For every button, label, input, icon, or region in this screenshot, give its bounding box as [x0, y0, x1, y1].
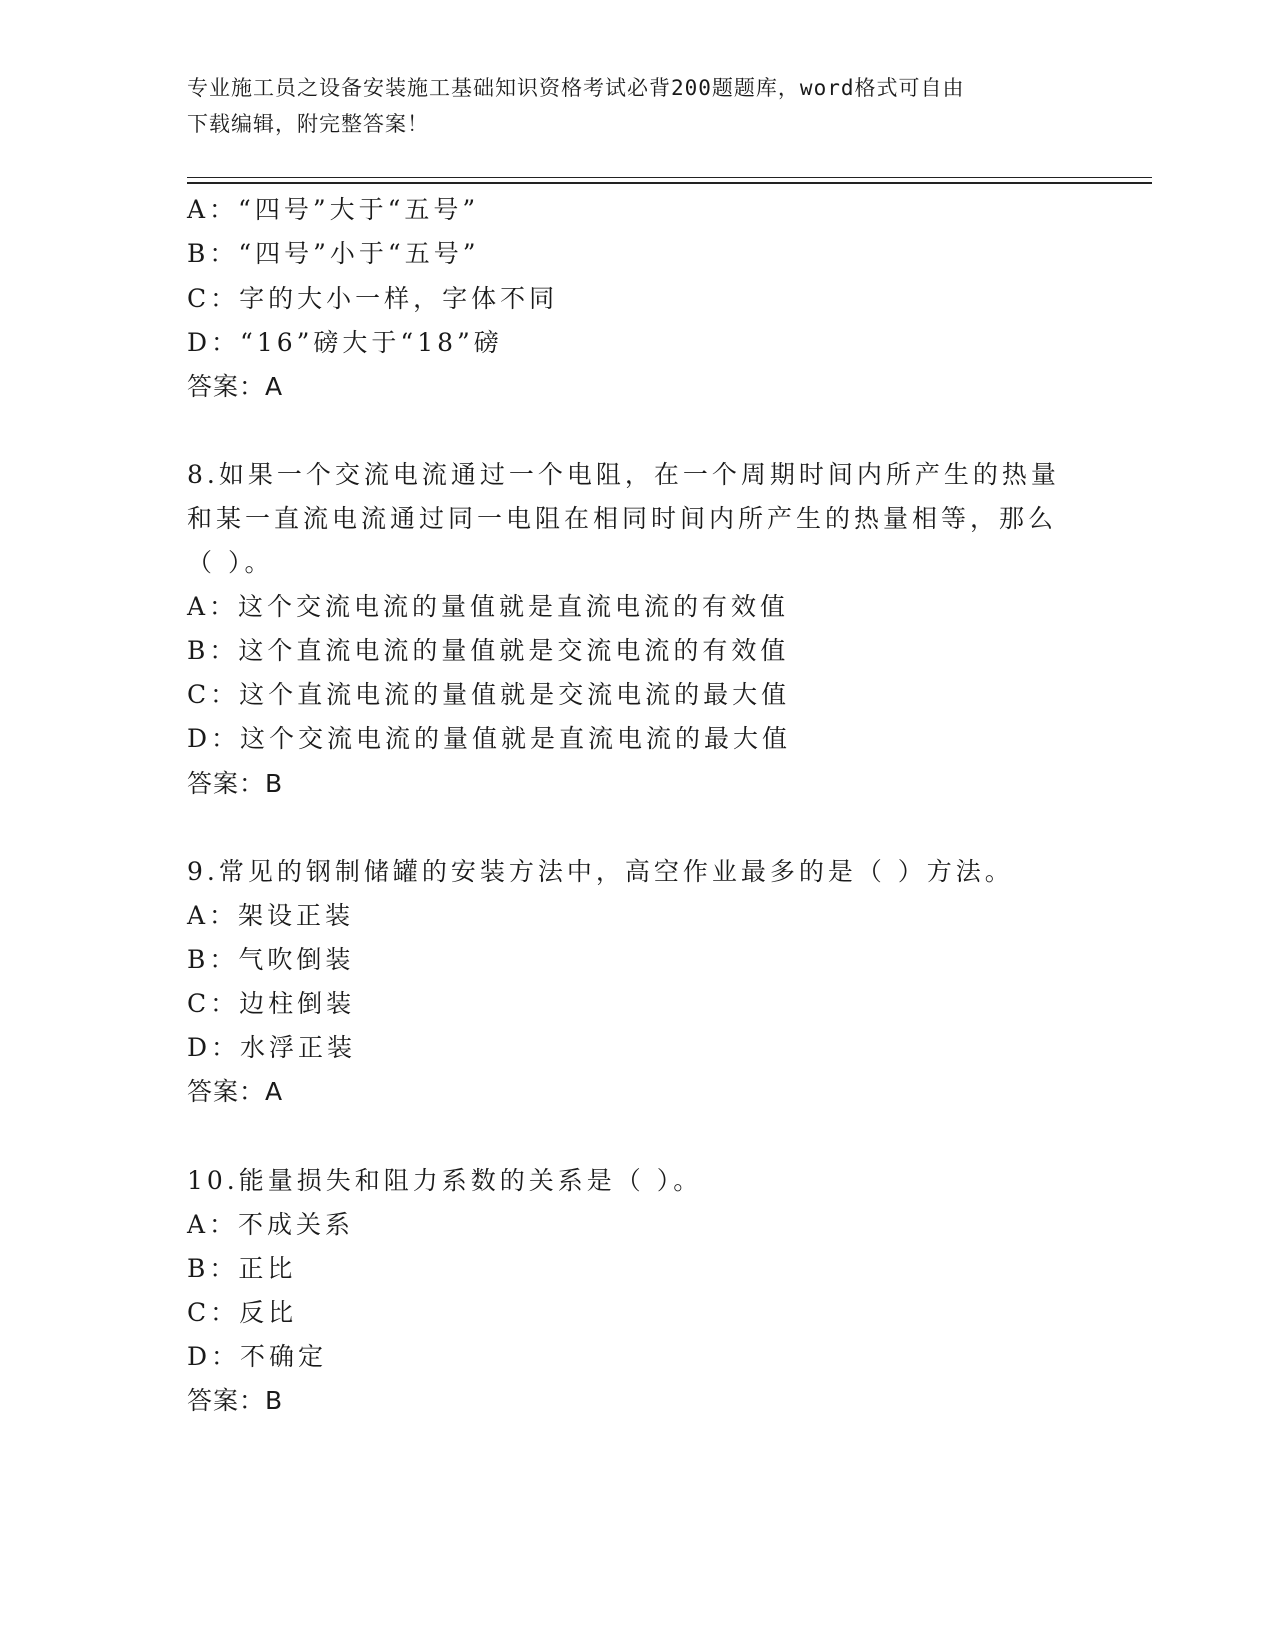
- q9-option-d: D：水浮正装: [187, 1033, 357, 1062]
- q9-stem: 9.常见的钢制储罐的安装方法中，高空作业最多的是（ ）方法。: [187, 857, 1014, 886]
- q8-answer: 答案：B: [187, 769, 284, 798]
- q8-option-a: A：这个交流电流的量值就是直流电流的有效值: [187, 592, 790, 621]
- q10-option-b: B：正比: [187, 1254, 297, 1283]
- q9-option-a: A：架设正装: [187, 901, 355, 930]
- q7-answer: 答案：A: [187, 372, 284, 401]
- header-divider-thin: [187, 177, 1152, 178]
- q8-option-b: B：这个直流电流的量值就是交流电流的有效值: [187, 636, 790, 665]
- q9-answer: 答案：A: [187, 1077, 284, 1106]
- q8-option-d: D：这个交流电流的量值就是直流电流的最大值: [187, 724, 792, 753]
- header-line-2: 下载编辑，附完整答案！: [187, 112, 429, 136]
- header-divider-thick: [187, 182, 1152, 184]
- document-header: [187, 70, 1087, 142]
- q7-option-c: C：字的大小一样，字体不同: [187, 284, 559, 313]
- q9-option-c: C：边柱倒装: [187, 989, 356, 1018]
- q7-option-a: A：“四号”大于“五号”: [187, 195, 480, 224]
- q8-stem-line-1: 8.如果一个交流电流通过一个电阻，在一个周期时间内所产生的热量: [187, 460, 1060, 489]
- q7-option-d: D：“16”磅大于“18”磅: [187, 328, 503, 357]
- q10-option-a: A：不成关系: [187, 1210, 355, 1239]
- q8-stem-line-3: （ ）。: [187, 548, 274, 577]
- header-line-1: 专业施工员之设备安装施工基础知识资格考试必背200题题库，word格式可自由: [187, 76, 965, 100]
- q8-option-c: C：这个直流电流的量值就是交流电流的最大值: [187, 680, 791, 709]
- q10-stem: 10.能量损失和阻力系数的关系是（ ）。: [187, 1166, 703, 1195]
- q9-option-b: B：气吹倒装: [187, 945, 355, 974]
- q8-stem-line-2: 和某一直流电流通过同一电阻在相同时间内所产生的热量相等，那么: [187, 504, 1058, 533]
- q10-option-d: D：不确定: [187, 1342, 328, 1371]
- q10-answer: 答案：B: [187, 1386, 284, 1415]
- q7-option-b: B：“四号”小于“五号”: [187, 239, 480, 268]
- q10-option-c: C：反比: [187, 1298, 298, 1327]
